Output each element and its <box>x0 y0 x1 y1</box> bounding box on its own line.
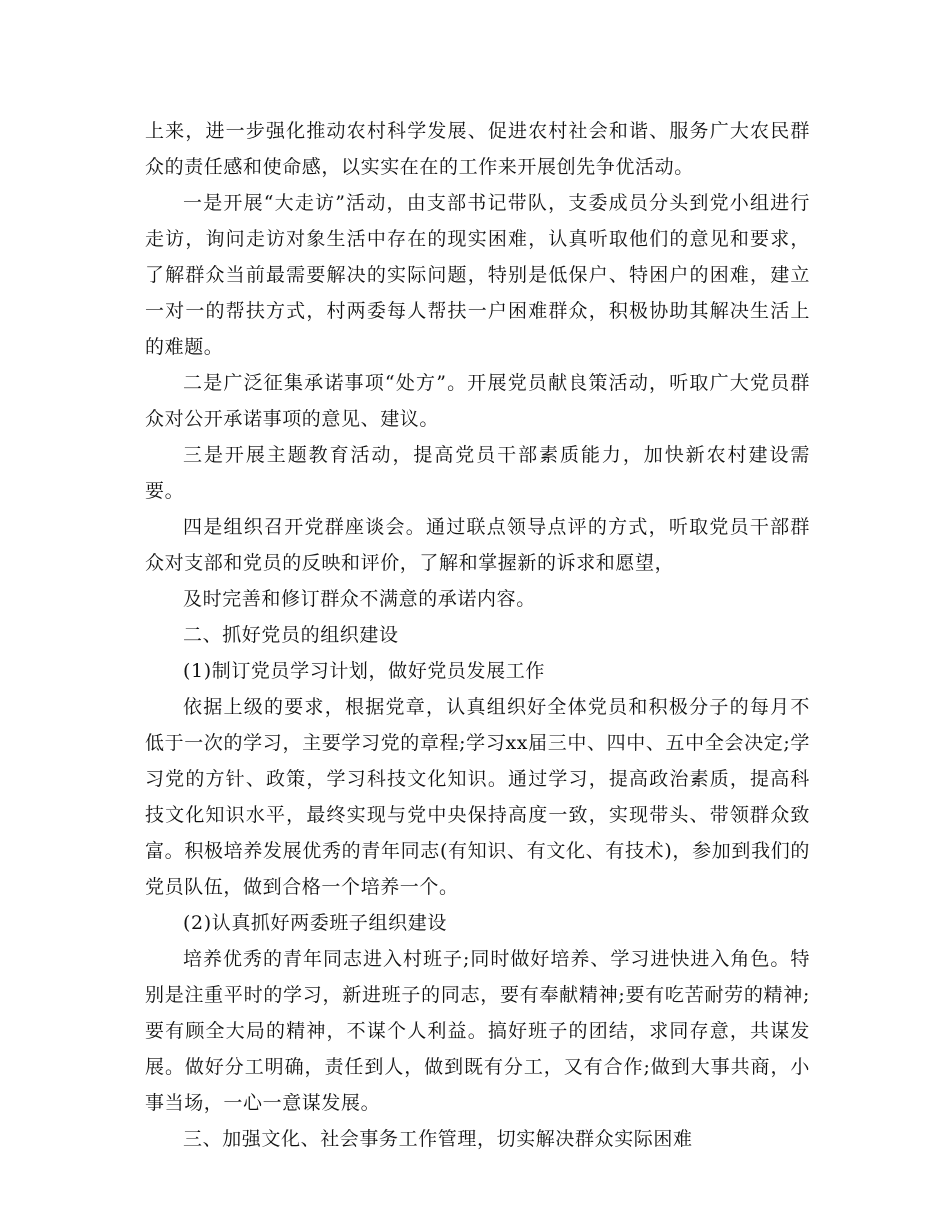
paragraph: 及时完善和修订群众不满意的承诺内容。 <box>183 588 536 610</box>
paragraph: 四是组织召开党群座谈会。通过联点领导点评的方式，听取党员干部群众对支部和党员的反映和评价，了解和掌握新的诉求和愿望， <box>145 516 810 574</box>
paragraph: 一是开展“大走访”活动，由支部书记带队，支委成员分头到党小组进行走访，询问走访对象生活中存在的现实困难，认真听取他们的意见和要求，了解群众当前最需要解决的实际问题，特别是低保户、特困户的困难，建立一对一的帮扶方式，村两委每人帮扶一户困难群众，积极协助其解决生活上的难题。 <box>145 192 810 358</box>
paragraph: 上来，进一步强化推动农村科学发展、促进农村社会和谐、服务广大农民群众的责任感和使命感，以实实在在的工作来开展创先争优活动。 <box>145 120 810 178</box>
paragraph: 依据上级的要求，根据党章，认真组织好全体党员和积极分子的每月不低于一次的学习，主要学习党的章程;学习xx届三中、四中、五中全会决定;学习党的方针、政策，学习科技文化知识。通过学习，提高政治素质，提高科技文化知识水平，最终实现与党中央保持高度一致，实现带头、带领群众致富。积极培养发展优秀的青年同志(有知识、有文化、有技术)，参加到我们的党员队伍，做到合格一个培养一个。 <box>145 696 810 898</box>
paragraph: 二、抓好党员的组织建设 <box>183 624 399 646</box>
paragraph: 三是开展主题教育活动，提高党员干部素质能力，加快新农村建设需要。 <box>145 444 810 502</box>
document-body <box>145 113 810 1157</box>
paragraph: 三、加强文化、社会事务工作管理，切实解决群众实际困难 <box>183 1128 693 1150</box>
paragraph: (2)认真抓好两委班子组织建设 <box>183 912 447 934</box>
paragraph: (1)制订党员学习计划，做好党员发展工作 <box>183 660 545 682</box>
paragraph: 二是广泛征集承诺事项“处方”。开展党员献良策活动，听取广大党员群众对公开承诺事项的意见、建议。 <box>145 372 810 430</box>
paragraph: 培养优秀的青年同志进入村班子;同时做好培养、学习进快进入角色。特别是注重平时的学习，新进班子的同志，要有奉献精神;要有吃苦耐劳的精神;要有顾全大局的精神，不谋个人利益。搞好班子的团结，求同存意，共谋发展。做好分工明确，责任到人，做到既有分工，又有合作;做到大事共商，小事当场，一心一意谋发展。 <box>145 948 810 1114</box>
